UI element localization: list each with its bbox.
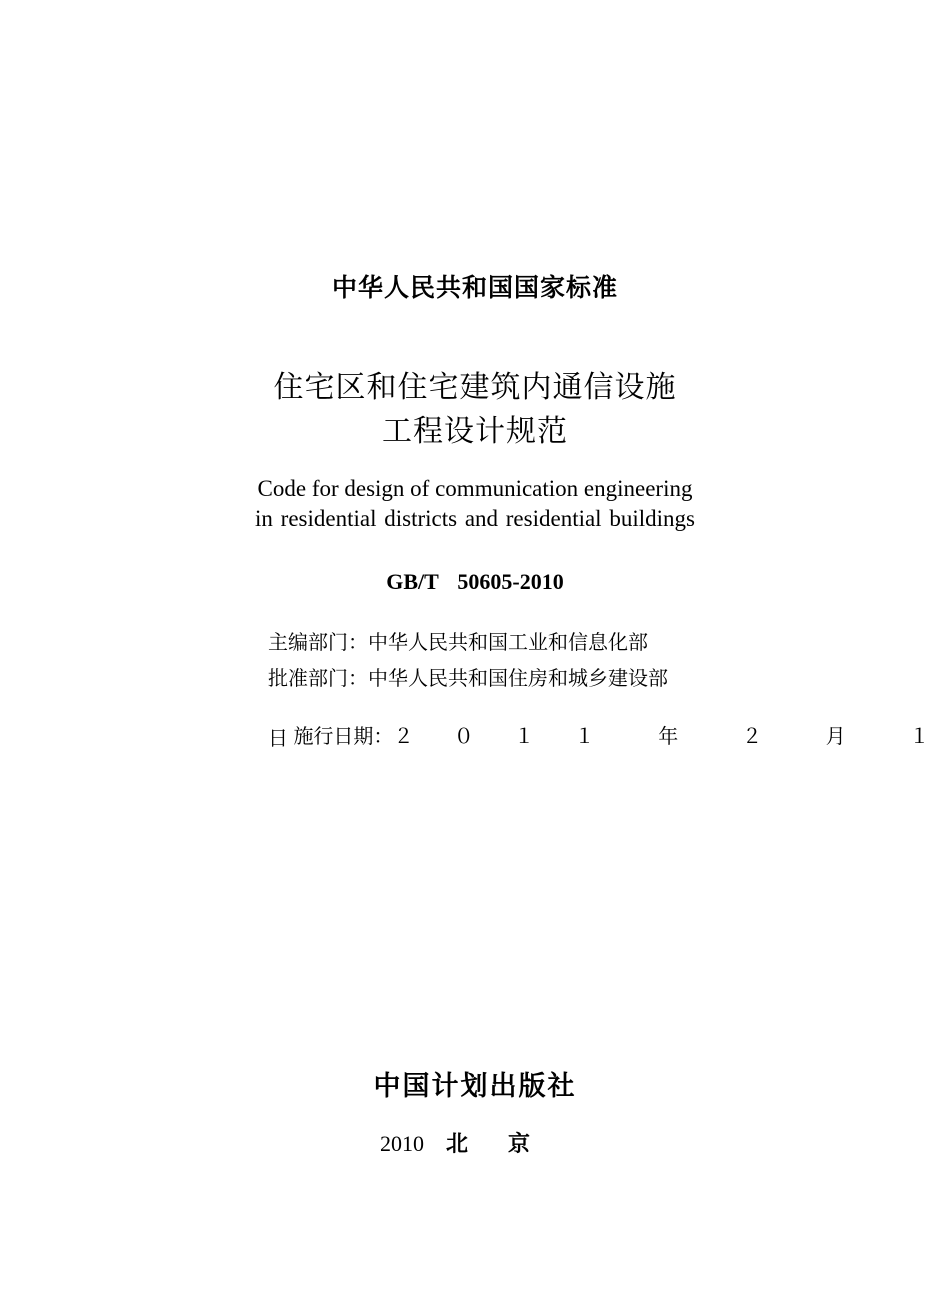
publication-city: 北京 [445,1132,570,1157]
approver-department [268,662,728,691]
effective-label: 施行日期： [293,724,394,748]
editor-label: 主编部门： [268,630,368,654]
standard-code: GB/T 50605-2010 [386,569,564,594]
approver-value: 中华人民共和国住房和城乡建设部 [368,666,668,690]
standard-series-heading: 中华人民共和国国家标准 [331,273,618,302]
effective-value: ２ ０ １ １ 年 ２ 月 １ [393,724,947,748]
editor-value: 中华人民共和国工业和信息化部 [368,630,648,654]
approver-label: 批准部门： [268,666,368,690]
title-chinese-line-2: 工程设计规范 [382,414,568,449]
publication-year: 2010 [379,1131,424,1156]
title-english-line-1: Code for design of communication engineering [257,476,693,501]
publisher-name: 中国计划出版社 [373,1071,577,1102]
publication-place [0,1127,950,1158]
title-english-line-2: in residential districts and residential buildings [255,506,695,531]
title-chinese-line-1: 住宅区和住宅建筑内通信设施 [273,370,677,405]
effective-date-continuation: 日 [268,726,288,750]
editor-department [268,626,728,655]
